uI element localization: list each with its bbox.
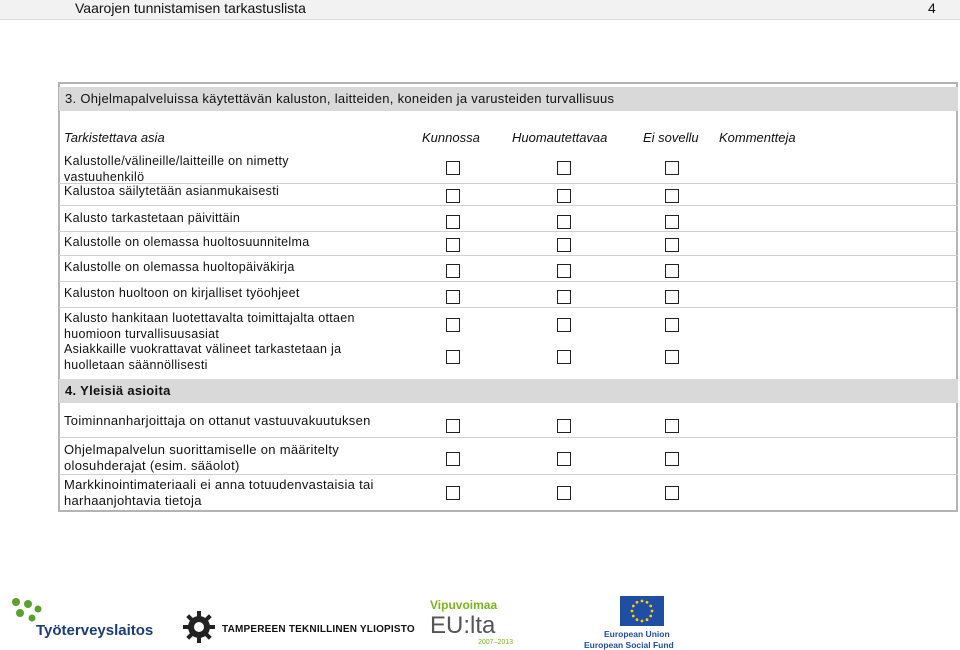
column-header-note: Huomautettavaa [512,130,608,145]
checkbox-ok[interactable] [446,161,460,175]
row-label: Markkinointimateriaali ei anna totuudenvastaisia tai harhaanjohtavia tietoja [64,477,374,508]
checkbox-na[interactable] [665,161,679,175]
column-header-na: Ei sovellu [643,130,699,145]
checkbox-ok[interactable] [446,486,460,500]
checkbox-note[interactable] [557,290,571,304]
checkbox-ok[interactable] [446,318,460,332]
eu-flag-icon [620,596,664,626]
ttl-logo [8,596,158,644]
section-4-header [59,379,958,403]
eu-text-1: European Union [604,629,670,639]
row-divider [59,307,958,308]
checkbox-ok[interactable] [446,238,460,252]
section-4-title: 4. Yleisiä asioita [65,383,171,398]
vipuvoimaa-logo [430,598,540,648]
document-title: Vaarojen tunnistamisen tarkastuslista [75,0,306,16]
row-divider [59,474,958,475]
tty-logo [182,610,415,646]
checkbox-note[interactable] [557,452,571,466]
row-label: Kalustoa säilytetään asianmukaisesti [64,184,280,198]
row-divider [59,255,958,256]
checkbox-note[interactable] [557,318,571,332]
checkbox-na[interactable] [665,189,679,203]
checkbox-ok[interactable] [446,215,460,229]
row-label: Kalusto hankitaan luotettavalta toimittajalta ottaen huomioon turvallisuusasiat [64,311,355,341]
page-header [0,0,960,20]
page-number: 4 [928,0,936,16]
row-label: Kalustolle/välineille/laitteille on nimetty vastuuhenkilö [64,154,289,184]
checkbox-ok[interactable] [446,350,460,364]
checkbox-ok[interactable] [446,189,460,203]
column-header-comments: Kommentteja [719,130,796,145]
gear-icon [182,610,216,644]
checkbox-note[interactable] [557,161,571,175]
checkbox-ok[interactable] [446,290,460,304]
row-divider [59,205,958,206]
row-divider [59,231,958,232]
checkbox-na[interactable] [665,486,679,500]
eu-text-2: European Social Fund [584,640,674,650]
row-divider [59,281,958,282]
checkbox-na[interactable] [665,290,679,304]
checkbox-note[interactable] [557,350,571,364]
row-label: Kalusto tarkastetaan päivittäin [64,211,241,225]
checkbox-note[interactable] [557,189,571,203]
vipuvoimaa-top-text: Vipuvoimaa [430,598,498,612]
section-3-header [59,87,958,111]
checkbox-ok[interactable] [446,419,460,433]
checkbox-note[interactable] [557,264,571,278]
checkbox-na[interactable] [665,452,679,466]
row-label: Kaluston huoltoon on kirjalliset työohjeet [64,286,300,300]
row-divider [59,437,958,438]
checkbox-note[interactable] [557,215,571,229]
tty-logo-text: TAMPEREEN TEKNILLINEN YLIOPISTO [222,624,415,635]
row-label: Toiminnanharjoittaja on ottanut vastuuvakuutuksen [64,413,371,428]
row-label: Kalustolle on olemassa huoltopäiväkirja [64,260,295,274]
checkbox-note[interactable] [557,486,571,500]
checkbox-na[interactable] [665,419,679,433]
checkbox-na[interactable] [665,318,679,332]
section-3-title: 3. Ohjelmapalveluissa käytettävän kaluston, laitteiden, koneiden ja varusteiden turvallisuus [65,91,615,106]
checkbox-ok[interactable] [446,264,460,278]
checkbox-note[interactable] [557,419,571,433]
checkbox-na[interactable] [665,238,679,252]
checkbox-na[interactable] [665,264,679,278]
checkbox-na[interactable] [665,215,679,229]
checkbox-na[interactable] [665,350,679,364]
row-label: Kalustolle on olemassa huoltosuunnitelma [64,235,310,249]
checkbox-ok[interactable] [446,452,460,466]
column-header-item: Tarkistettava asia [64,130,165,145]
eu-logo [580,596,700,650]
checkbox-note[interactable] [557,238,571,252]
ttl-logo-text: Työterveyslaitos [36,622,154,639]
vipuvoimaa-years-text: 2007–2013 [478,639,514,646]
row-label: Asiakkaille vuokrattavat välineet tarkastetaan ja huolletaan säännöllisesti [64,342,342,372]
column-header-ok: Kunnossa [422,130,480,145]
row-label: Ohjelmapalvelun suorittamiselle on määritelty olosuhderajat (esim. sääolot) [64,442,340,473]
vipuvoimaa-main-text: EU:lta [430,612,496,639]
